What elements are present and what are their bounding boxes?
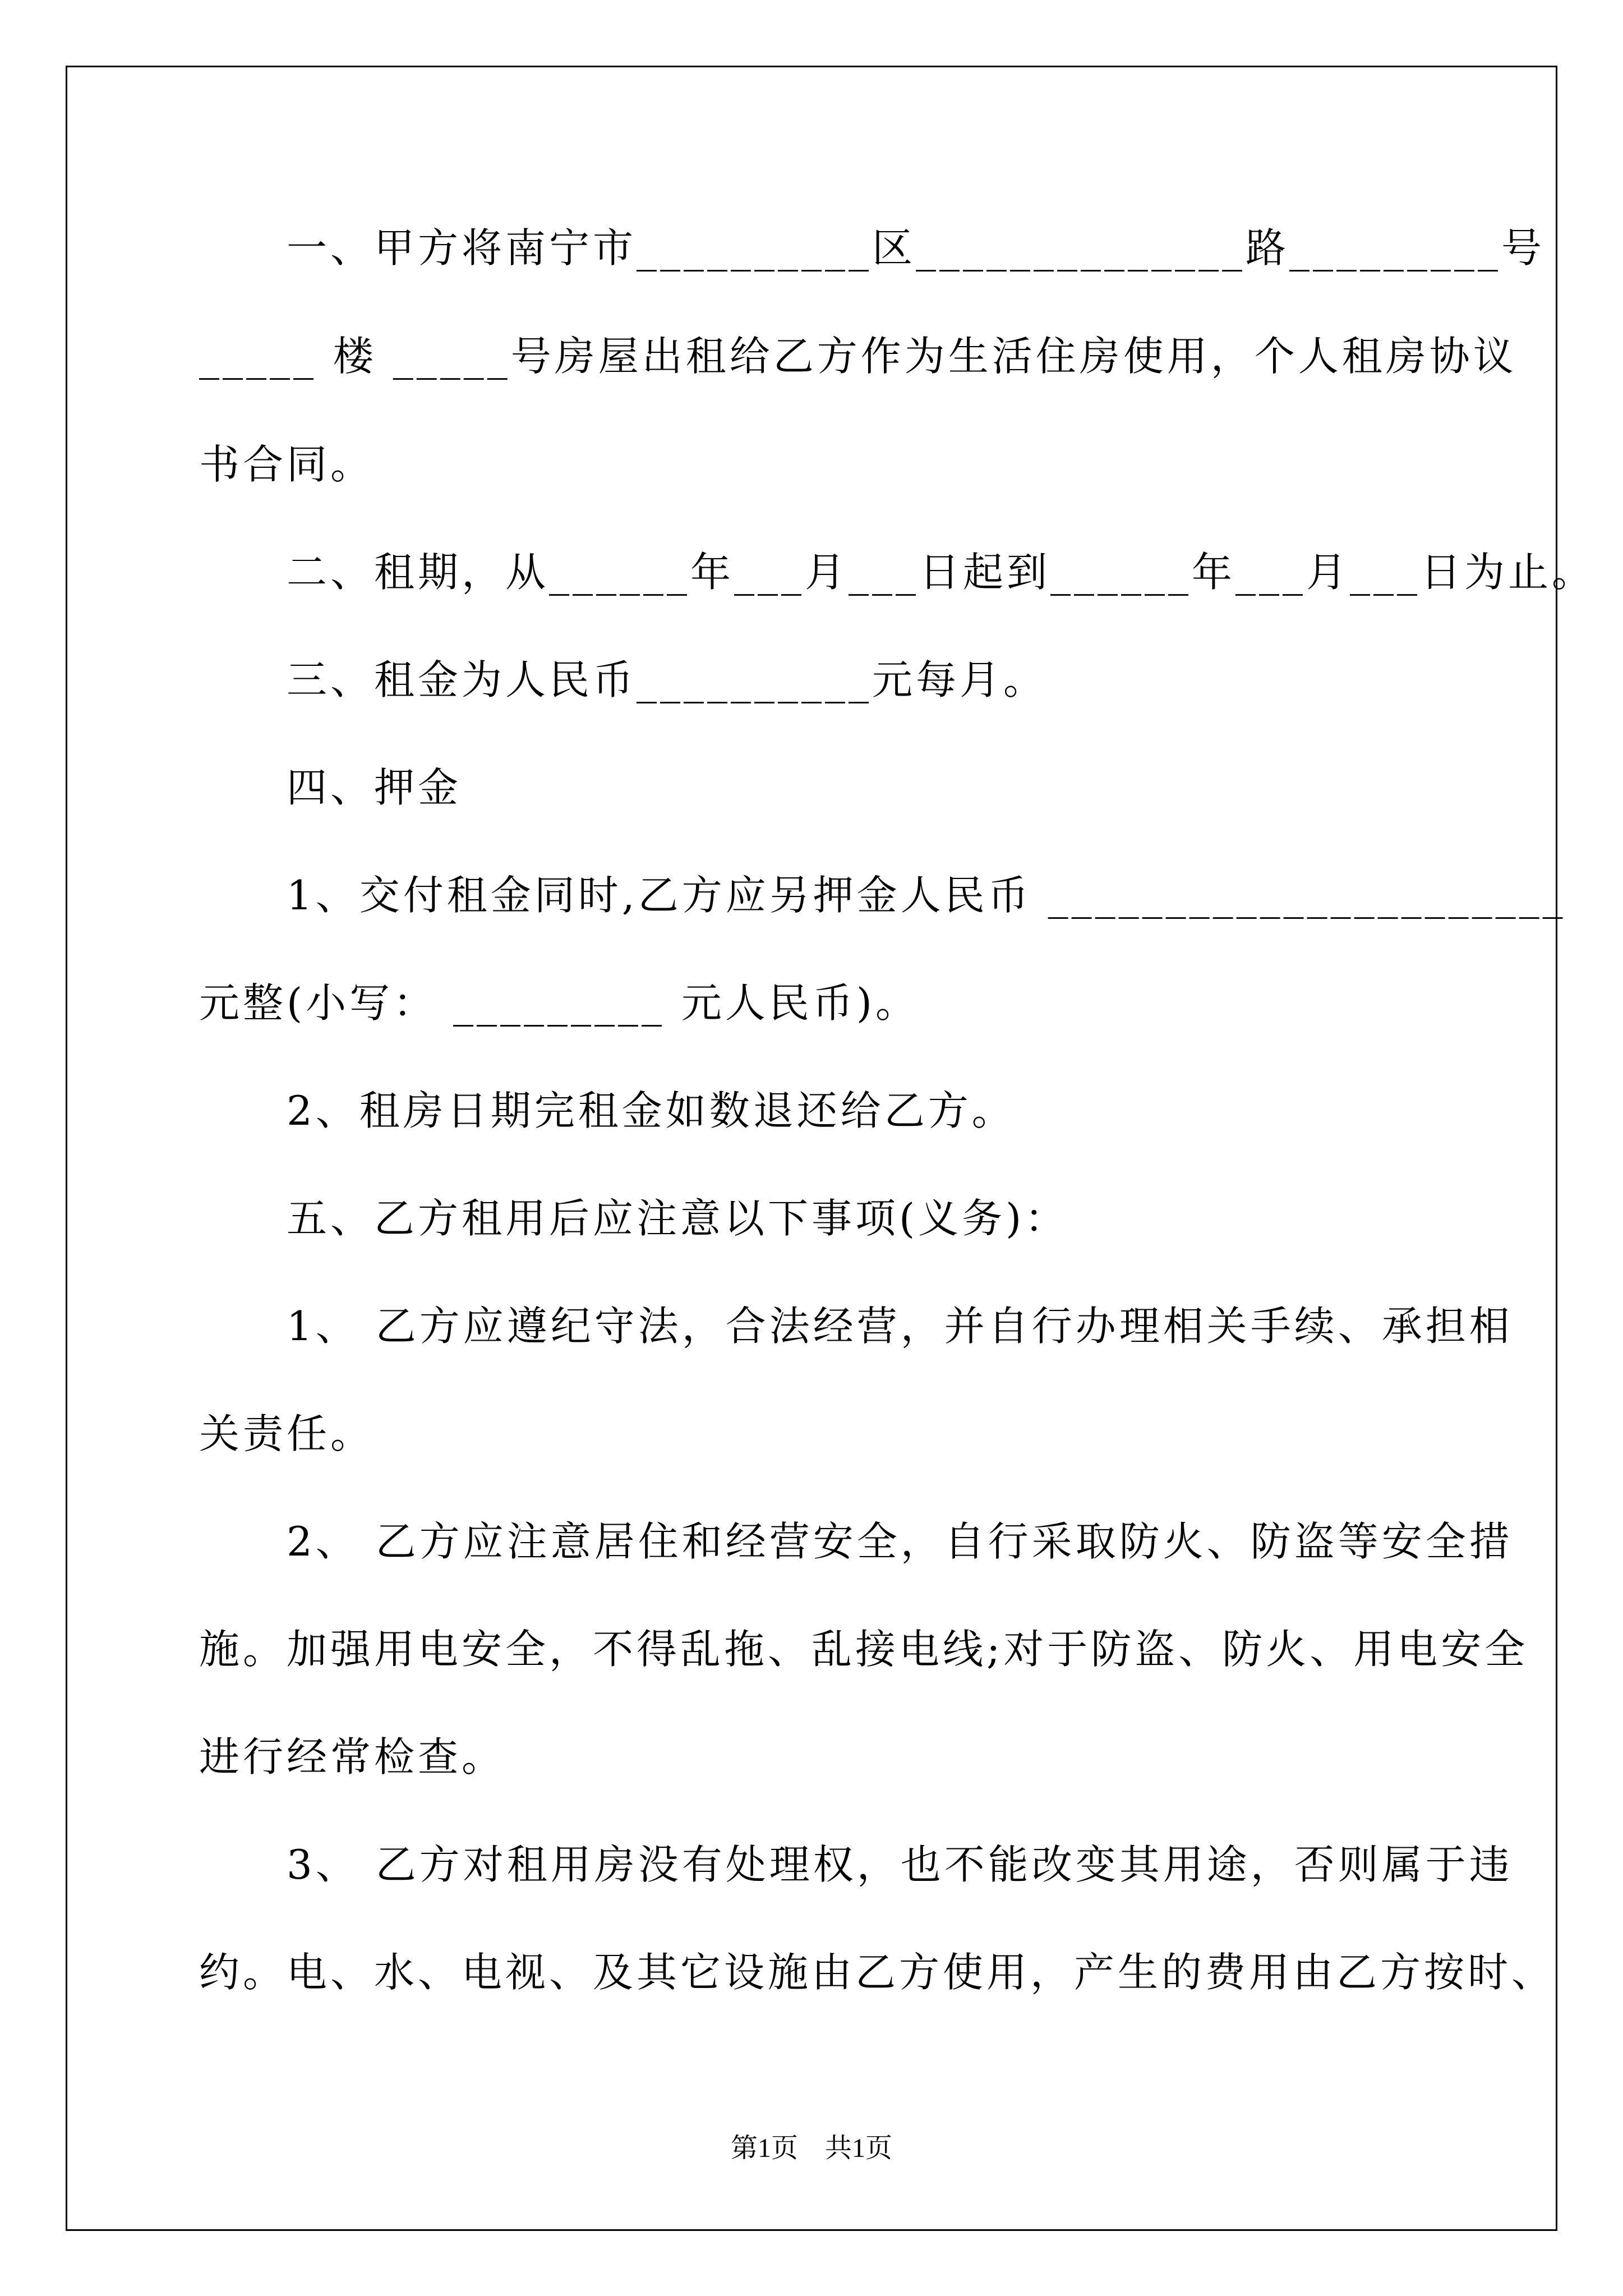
clause-1-line-1: 一、甲方将南宁市__________区______________路_________号: [199, 224, 1546, 272]
page-frame: [66, 66, 1596, 2231]
clause-2-lease-term: 二、租期，从______年___月___日起到______年___月___日为止。: [199, 549, 1596, 596]
clause-5-heading: 五、乙方租用后应注意以下事项(义务)：: [199, 1195, 1069, 1242]
clause-5-item-2-line-1: 2、 乙方应注意居住和经营安全，自行采取防火、防盗等安全措: [199, 1518, 1513, 1565]
page-number-footer: 第1页 共1页: [730, 2133, 892, 2163]
clause-3-rent: 三、租金为人民币__________元每月。: [199, 656, 1048, 703]
clause-5-item-2-line-3: 进行经常检查。: [199, 1733, 506, 1780]
clause-4-item-1-line-1: 1、交付租金同时,乙方应另押金人民币 ______________________: [199, 872, 1566, 919]
clause-4-item-1-line-2: 元整(小写： _________ 元人民币)。: [199, 979, 919, 1027]
clause-1-line-2: _____ 楼 _____号房屋出租给乙方作为生活住房使用，个人租房协议: [199, 333, 1517, 380]
clause-4-heading: 四、押金: [199, 764, 462, 811]
clause-5-item-2-line-2: 施。加强用电安全，不得乱拖、乱接电线;对于防盗、防火、用电安全: [199, 1626, 1529, 1673]
clause-5-item-1-line-2: 关责任。: [199, 1410, 375, 1457]
clause-4-item-2: 2、租房日期完租金如数退还给乙方。: [199, 1087, 1016, 1134]
clause-1-line-3: 书合同。: [199, 441, 375, 488]
clause-5-item-3-line-2: 约。电、水、电视、及其它设施由乙方使用，产生的费用由乙方按时、: [199, 1949, 1556, 1996]
clause-5-item-1-line-1: 1、 乙方应遵纪守法，合法经营，并自行办理相关手续、承担相: [199, 1303, 1513, 1350]
clause-5-item-3-line-1: 3、 乙方对租用房没有处理权，也不能改变其用途，否则属于违: [199, 1841, 1513, 1888]
